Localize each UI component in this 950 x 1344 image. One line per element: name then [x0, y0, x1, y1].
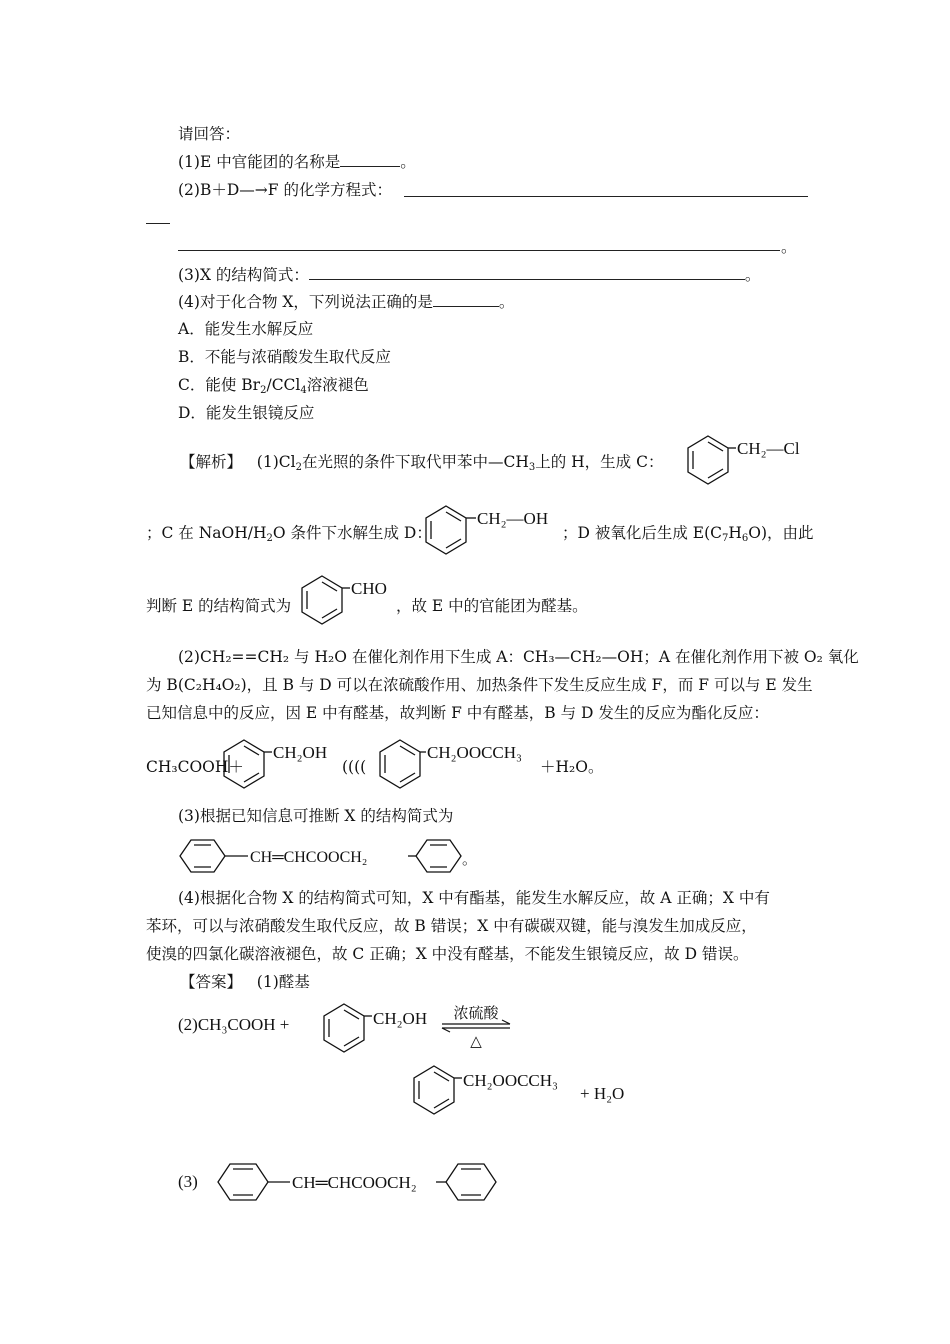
analysis-text: H — [728, 524, 742, 542]
e-group-label: CHO — [351, 579, 387, 598]
oh-group-label: CH₂OH — [273, 743, 328, 762]
analysis-p2-line-2: 为 B(C₂H₄O₂)，且 B 与 D 可以在浓硫酸作用、加热条件下发生反应生成 F，而 F 可以与 E 发生 — [146, 676, 813, 694]
analysis-text: O)，由此 — [748, 524, 814, 542]
option-c-text: /CCl — [266, 376, 301, 394]
analysis-line-1 — [180, 451, 663, 473]
analysis-text: (1)Cl — [256, 453, 296, 471]
answer-line — [178, 250, 780, 251]
answer-2-label: (2)CH₃COOH + — [178, 1015, 290, 1034]
option-c-text: C．能使 Br — [178, 376, 261, 394]
oh-group-label: CH₂OH — [373, 1009, 428, 1028]
answer-blank — [309, 265, 745, 280]
answer-line — [146, 223, 170, 224]
question-3 — [178, 264, 760, 286]
analysis-p3: (3)根据已知信息可推断 X 的结构简式为 — [178, 807, 454, 825]
question-1 — [178, 151, 416, 173]
benzyl-alcohol-structure — [312, 998, 442, 1062]
benzyl-acetate-structure — [402, 1060, 582, 1124]
subscript: 2 — [295, 462, 302, 473]
analysis-line-3 — [146, 595, 291, 617]
option-c-text: 溶液褪色 — [306, 376, 369, 394]
answer-line-1 — [180, 971, 310, 993]
question-2-end: 。 — [781, 238, 797, 256]
answer-3-label: (3) — [178, 1172, 198, 1191]
equation-left: CH₃COOH＋ — [146, 758, 244, 776]
option-a: A．能发生水解反应 — [178, 320, 314, 338]
benzyl-acetate-structure — [368, 734, 540, 798]
benzyl-chloride-structure — [676, 430, 816, 494]
x-end-mark: 。 — [462, 852, 478, 868]
x-chain-label: CH═CHCOOCH₂ — [250, 849, 368, 866]
question-4 — [178, 291, 514, 313]
benzyl-alcohol-structure — [212, 734, 342, 798]
analysis-text: 在光照的条件下取代甲苯中—CH — [301, 453, 529, 471]
analysis-text: ，故 E 中的官能团为醛基。 — [396, 597, 588, 615]
answer-blank — [433, 292, 499, 307]
analysis-line-3b — [396, 595, 588, 617]
subscript: 2 — [260, 385, 267, 396]
analysis-p4-line-3: 使溴的四氯化碳溶液褪色，故 C 正确；X 中没有醛基，不能发生银镜反应，故 D 错误。 — [146, 945, 749, 963]
subscript: 2 — [266, 533, 273, 544]
analysis-p4-line-2: 苯环，可以与浓硝酸发生取代反应，故 B 错误；X 中有碳碳双键，能与溴发生加成反应， — [146, 917, 757, 935]
analysis-p2-line-1: (2)CH₂==CH₂ 与 H₂O 在催化剂作用下生成 A：CH₃—CH₂—OH；A 在催化剂作用下被 O₂ 氧化 — [178, 648, 859, 666]
question-intro: 请回答： — [178, 125, 241, 143]
answer-1: (1)醛基 — [256, 973, 310, 991]
analysis-text: 上的 H，生成 C： — [535, 453, 664, 471]
d-group-label: CH₂—OH — [477, 509, 549, 528]
analysis-line-2 — [146, 522, 432, 544]
analysis-text: ；C 在 NaOH/H — [146, 524, 267, 542]
equation-arrow: (((( — [342, 758, 367, 776]
question-1-text: (1)E 中官能团的名称是 — [178, 153, 341, 171]
answer-line — [404, 196, 808, 197]
benzaldehyde-structure — [290, 570, 400, 634]
analysis-line-2b — [562, 522, 814, 544]
subscript: 4 — [300, 385, 307, 396]
question-2-text: (2)B＋D—→F 的化学方程式： — [178, 181, 392, 199]
condition-top: 浓硫酸 — [453, 1006, 499, 1022]
compound-x-structure — [176, 836, 496, 876]
analysis-text: O 条件下水解生成 D： — [272, 524, 432, 542]
ester-group-label: CH₂OOCCH₃ — [463, 1071, 558, 1090]
ester-group-label: CH₂OOCCH₃ — [427, 743, 522, 762]
condition-bottom: △ — [470, 1034, 482, 1050]
c-group-label: CH₂—Cl — [737, 439, 800, 458]
option-c — [178, 374, 369, 396]
question-1-end: 。 — [400, 153, 416, 171]
question-4-text: (4)对于化合物 X，下列说法正确的是 — [178, 293, 433, 311]
option-d: D．能发生银镜反应 — [178, 404, 315, 422]
analysis-p4-line-1: (4)根据化合物 X 的结构简式可知，X 中有酯基，能发生水解反应，故 A 正确；X 中有 — [178, 889, 770, 907]
question-2 — [178, 179, 392, 201]
subscript: 7 — [722, 533, 729, 544]
compound-x-structure — [214, 1160, 514, 1204]
question-3-end: 。 — [744, 266, 761, 284]
analysis-tag: 【解析】 — [180, 453, 243, 471]
subscript: 6 — [741, 533, 749, 544]
x-chain-label: CH═CHCOOCH₂ — [292, 1173, 417, 1192]
option-b: B．不能与浓硝酸发生取代反应 — [178, 348, 391, 366]
analysis-p2-line-3: 已知信息中的反应，因 E 中有醛基，故判断 F 中有醛基，B 与 D 发生的反应为酯化反应： — [146, 704, 769, 722]
answer-tag: 【答案】 — [180, 973, 243, 991]
answer-2-water: + H₂O — [580, 1084, 625, 1103]
answer-blank — [340, 152, 400, 167]
benzyl-alcohol-structure — [414, 500, 562, 564]
analysis-text: 判断 E 的结构简式为 — [146, 597, 292, 615]
analysis-text: ；D 被氧化后生成 E(C — [562, 524, 723, 542]
question-3-text: (3)X 的结构简式： — [178, 266, 309, 284]
subscript: 3 — [528, 462, 536, 473]
equation-right: ＋H₂O。 — [540, 758, 604, 776]
question-4-end: 。 — [498, 293, 515, 311]
reversible-arrow — [436, 1002, 516, 1052]
